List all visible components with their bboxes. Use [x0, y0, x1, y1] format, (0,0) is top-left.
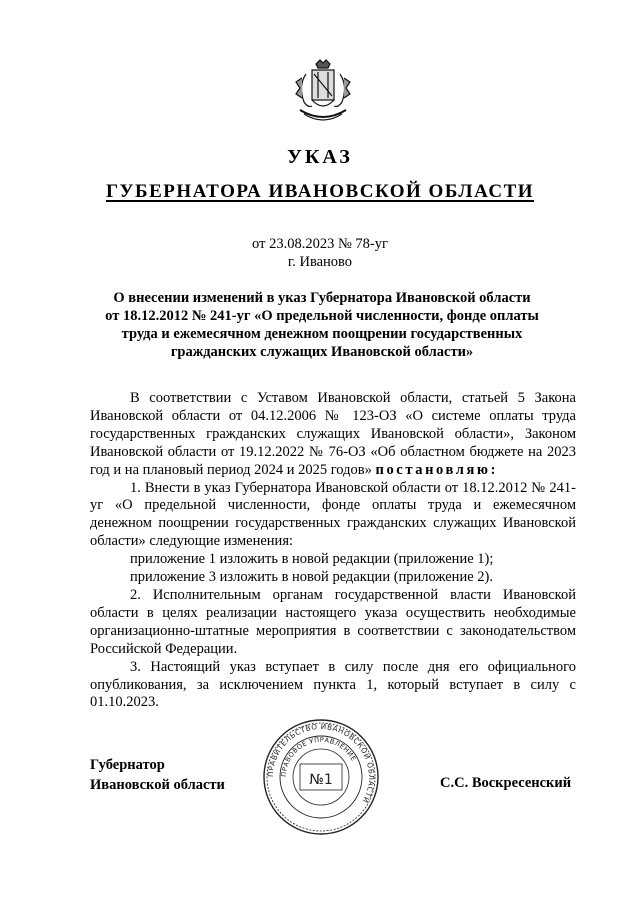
seal-ring-text: ПРАВИТЕЛЬСТВО ИВАНОВСКОЙ ОБЛАСТИ [265, 721, 377, 805]
decree-body [90, 390, 576, 712]
date-number: от 23.08.2023 № 78-уг [252, 236, 388, 252]
clause-1-paragraph: 1. Внести в указ Губернатора Ивановской области от 18.12.2012 № 241-уг «О предельной численности, фонде оплаты труда и ежемесячном денежном поощрении государственных гражданских служащих Ивановской области» следующие изменения: [90, 479, 576, 550]
clause-1-item-a: приложение 1 изложить в новой редакции (приложение 1); [130, 551, 494, 568]
subject-line: гражданских служащих Ивановской области» [170, 344, 474, 360]
clause-3-paragraph: 3. Настоящий указ вступает в силу после дня его официального опубликования, за исключением пункта 1, который вступает в силу с 01.10.2023. [90, 658, 576, 711]
subject-line: труда и ежемесячном денежном поощрении государственных [121, 326, 523, 342]
seal-number: №1 [309, 772, 333, 788]
preamble-text: В соответствии с Уставом Ивановской области, статьей 5 Закона Ивановской области от 04.12.2006 № 123-ОЗ «О системе оплаты труда государственных гражданских служащих Ивановской области», Законом Ивановской области от 19.12.2022 № 76-ОЗ «Об областном бюджете на 2023 год и на плановый период 2024 и 2025 годов» [90, 390, 576, 478]
city: г. Иваново [287, 254, 353, 270]
subject-line: О внесении изменений в указ Губернатора Ивановской области [113, 290, 531, 306]
official-seal-stamp [262, 718, 380, 836]
seal-inner-text: ПРАВОВОЕ УПРАВЛЕНИЕ [279, 735, 358, 778]
subject-line: от 18.12.2012 № 241-уг «О предельной численности, фонде оплаты [105, 308, 539, 324]
position-line: Ивановской области [90, 777, 225, 793]
position-line: Губернатор [90, 757, 165, 773]
clause-1-item-b: приложение 3 изложить в новой редакции (приложение 2). [130, 569, 493, 586]
signatory-name: С.С. Воскресенский [440, 775, 572, 791]
decree-subject [96, 289, 548, 361]
preamble-paragraph [90, 390, 576, 480]
clause-2-paragraph: 2. Исполнительным органам государственной власти Ивановской области в целях реализации настоящего указа осуществить необходимые организационно-штатные мероприятия в соответствии с законодательством Российской Федерации. [90, 586, 576, 657]
decree-keyword: постановляю: [375, 461, 499, 478]
issuer-title: ГУБЕРНАТОРА ИВАНОВСКОЙ ОБЛАСТИ [105, 181, 535, 202]
coat-of-arms-emblem [294, 58, 352, 126]
document-type: УКАЗ [287, 146, 353, 168]
signatory-position [90, 755, 225, 795]
svg-text:ПРАВОВОЕ УПРАВЛЕНИЕ [280, 736, 358, 777]
